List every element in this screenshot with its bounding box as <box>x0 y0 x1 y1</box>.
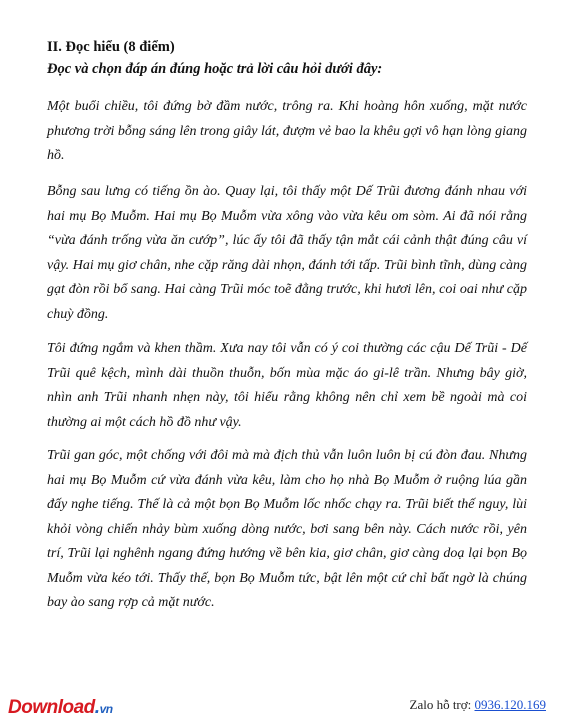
section-instruction: Đọc và chọn đáp án đúng hoặc trả lời câu hỏi dưới đây: <box>47 61 383 77</box>
support-phone-link[interactable]: 0936.120.169 <box>474 697 546 712</box>
support-contact <box>410 697 547 713</box>
paragraph-4: Trũi gan góc, một chống với đôi mà mà địch thủ vẫn luôn luôn bị cú đòn đau. Nhưng hai mụ Bọ Muỗm cứ vừa đánh vừa kêu, làm cho họ nhà Bọ Muỗm ở ruộng lúa gần đấy nghe tiếng. Thế là cả một bọn Bọ Muỗm lốc nhốc chạy ra. Trũi biết thế nguy, lùi khỏi vòng chiến nhảy bùm xuống dòng nước, bơi sang bên này. Cách nước rồi, yên trí, Trũi lại nghênh ngang đứng hướng về bên kia, giơ chân, giơ càng doạ lại bọn Bọ Muỗm vừa kéo tới. Thấy thế, bọn Bọ Muỗm tức, bật lên một cứ chỉ bất ngờ là chúng bay ào sang rợp cả mặt nước. <box>47 448 527 610</box>
logo-dot: . <box>94 697 100 718</box>
logo-main-text: Download <box>8 697 95 718</box>
logo-tld: vn <box>99 702 113 716</box>
support-label: Zalo hỗ trợ: <box>409 697 475 712</box>
document-page <box>47 38 527 610</box>
paragraph-3: Tôi đứng ngắm và khen thầm. Xưa nay tôi vẫn có ý coi thường các cậu Dế Trũi - Dế Trũi quê kệch, mình dài thuồn thuỗn, bốn mùa mặc áo gi-lê trần. Nhưng bây giờ, nhìn anh Trũi nhanh nhẹn này, tôi hiểu rằng không nên chỉ xem bề ngoài mà coi thường ai một cách hồ đồ như vậy. <box>47 341 527 430</box>
download-logo[interactable] <box>8 697 113 719</box>
paragraph-1: Một buổi chiều, tôi đứng bờ đầm nước, trông ra. Khi hoàng hôn xuống, mặt nước phương trời bỗng sáng lên trong giây lát, đượm vẻ bao la khêu gợi vô hạn lòng giang hồ. <box>47 99 527 163</box>
paragraph-2: Bỗng sau lưng có tiếng ồn ào. Quay lại, tôi thấy một Dế Trũi đương đánh nhau với hai mụ Bọ Muỗm. Hai mụ Bọ Muỗm vừa xông vào vừa kêu om sòm. Ai đã nói rằng “vừa đánh trống vừa ăn cướp”, lúc ấy tôi đã thấy tận mắt cái cảnh thật đúng câu ví vậy. Hai mụ giơ chân, nhe cặp răng dài nhọn, đánh tới tấp. Trũi bình tĩnh, dùng càng gạt đòn rồi bổ sang. Hai càng Trũi móc toẽ đằng trước, khi hươi lên, coi oai như cặp chuỳ đồng. <box>47 184 527 322</box>
section-heading: II. Đọc hiểu (8 điểm) <box>47 39 175 55</box>
